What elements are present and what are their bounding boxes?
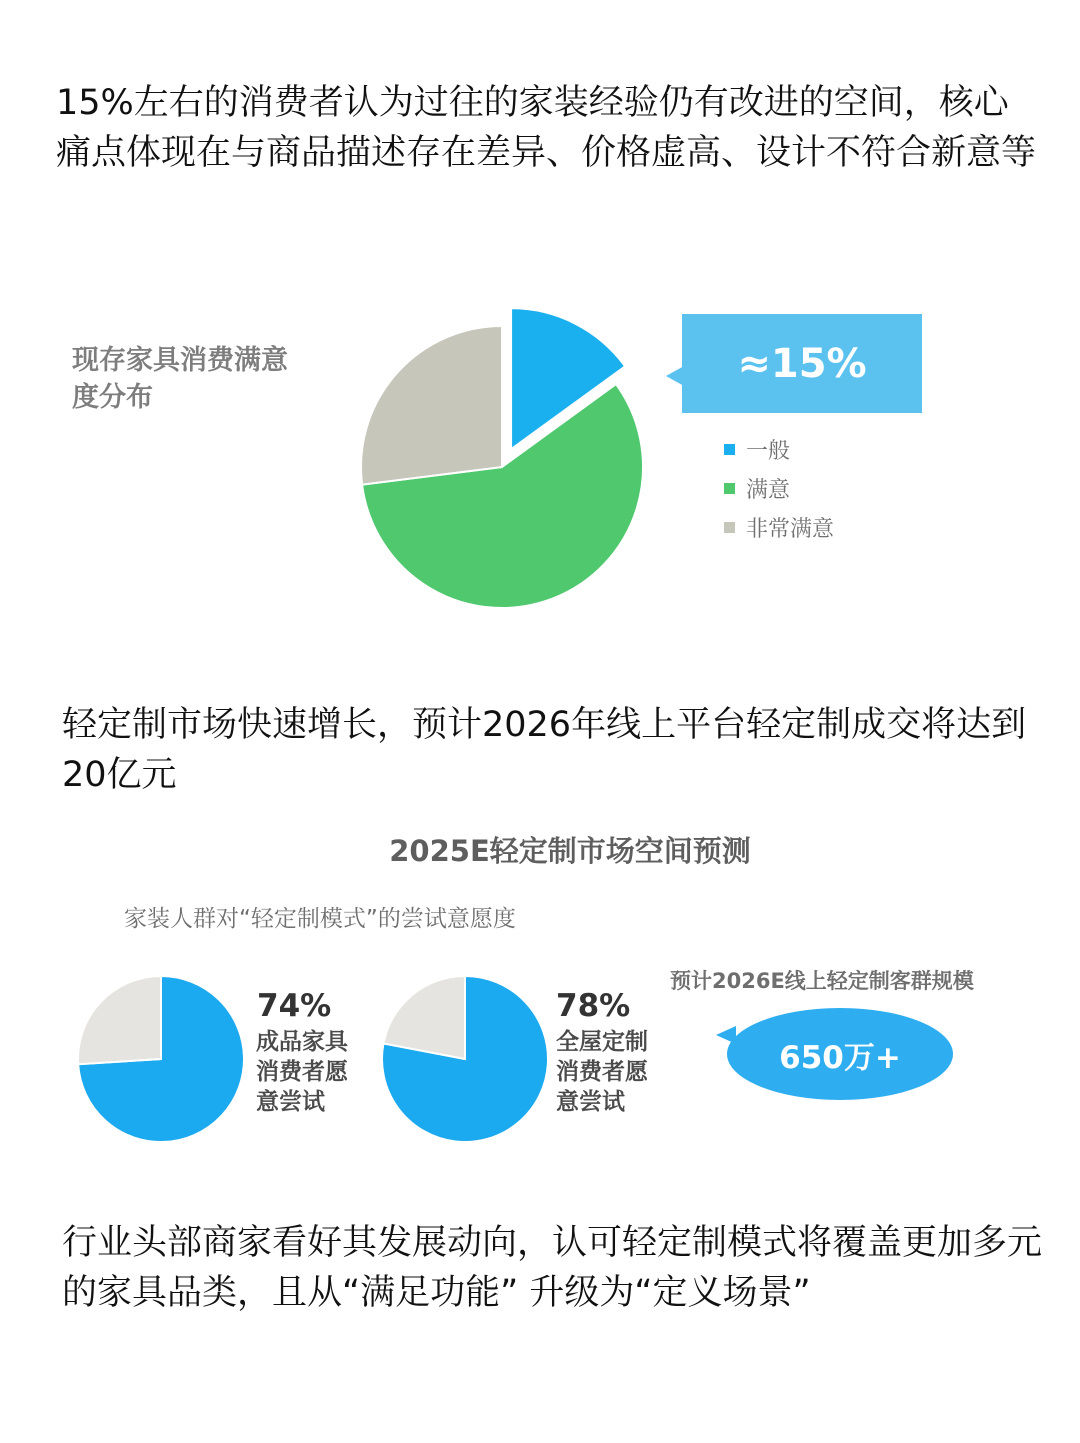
satisfaction-chart-label: 现存家具消费满意度分布 [72, 345, 288, 413]
legend-label: 一般 [746, 439, 791, 464]
growth-paragraph: 轻定制市场快速增长，预计2026年线上平台轻定制成交将达到20亿元 [62, 705, 1027, 795]
furniture-consumer-desc: 成品家具消费者愿意尝试 [256, 1029, 348, 1115]
satisfaction-legend [724, 430, 834, 547]
legend-item-average [724, 430, 834, 469]
legend-swatch [724, 483, 735, 494]
legend-item-satisfied [724, 469, 834, 508]
furniture-consumer-percent: 74% [257, 988, 332, 1024]
legend-label: 满意 [746, 478, 791, 503]
legend-item-very-satisfied [724, 508, 834, 547]
whole-house-consumer-percent: 78% [556, 988, 631, 1024]
whole-house-consumer-pie [380, 974, 550, 1144]
legend-swatch [724, 522, 735, 533]
pie-slice-1 [78, 976, 161, 1064]
intro-paragraph: 15%左右的消费者认为过往的家装经验仍有改进的空间，核心痛点体现在与商品描述存在差异、价格虚高、设计不符合新意等 [56, 83, 1037, 173]
outlook-paragraph: 行业头部商家看好其发展动向，认可轻定制模式将覆盖更加多元的家具品类，且从“满足功能” 升级为“定义场景” [62, 1223, 1043, 1313]
pie-slice-1 [383, 976, 465, 1059]
customer-scale-bubble: 650万+ [727, 1008, 953, 1100]
forecast-title: 2025E轻定制市场空间预测 [389, 834, 751, 868]
furniture-consumer-pie [76, 974, 246, 1144]
percent-callout: ≈15% [682, 314, 922, 413]
satisfaction-pie-chart [352, 290, 672, 620]
pie-slice-2 [361, 326, 502, 485]
legend-swatch [724, 444, 735, 455]
forecast-subtitle: 家装人群对“轻定制模式”的尝试意愿度 [124, 906, 516, 932]
whole-house-consumer-desc: 全屋定制消费者愿意尝试 [556, 1029, 648, 1115]
legend-label: 非常满意 [746, 517, 835, 542]
customer-scale-label: 预计2026E线上轻定制客群规模 [670, 969, 974, 993]
